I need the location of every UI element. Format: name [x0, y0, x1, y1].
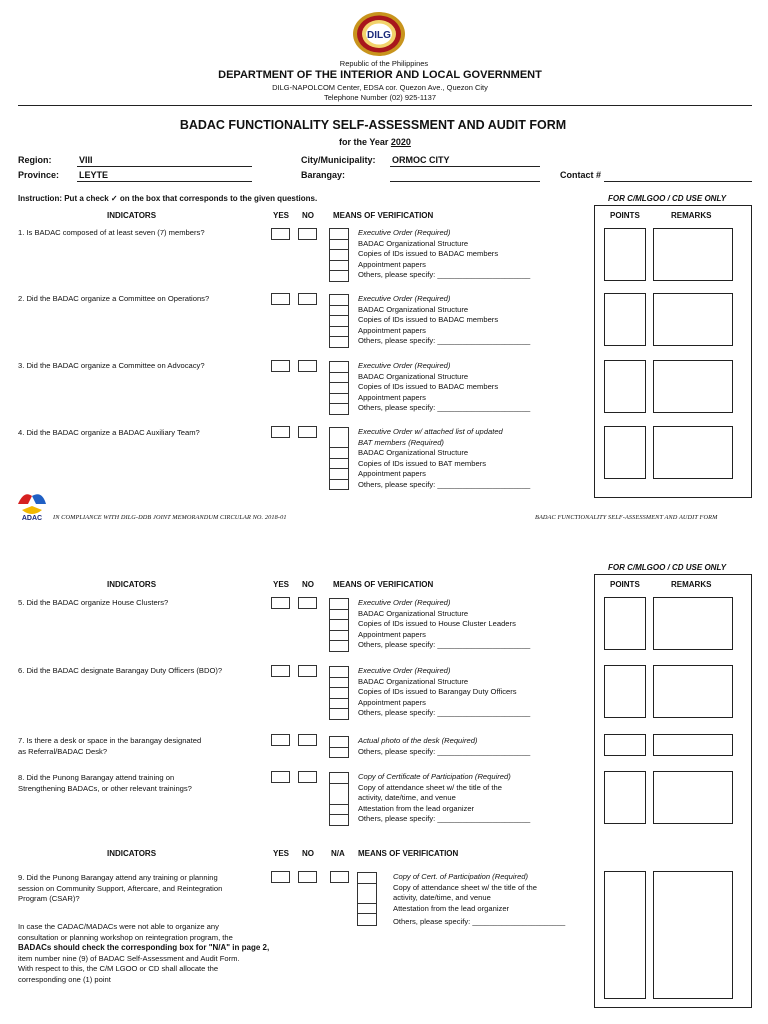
indicator-3-remarks-box[interactable]	[653, 360, 733, 413]
indicator-3-mov-checkboxes[interactable]	[329, 361, 349, 415]
region-value[interactable]: VIII	[79, 155, 93, 165]
indicator-5-question: 5. Did the BADAC organize House Clusters?	[18, 598, 169, 607]
remarks-header: REMARKS	[671, 211, 712, 220]
indicator-6-remarks-box[interactable]	[653, 665, 733, 718]
mov-item: Copy of attendance sheet w/ the title of the	[393, 882, 537, 892]
contact-label: Contact #	[560, 170, 602, 180]
mov-item: Attestation from the lead organizer	[358, 803, 475, 813]
no-header: NO	[302, 211, 314, 220]
mov-item: BADAC Organizational Structure	[358, 371, 469, 381]
indicator-6-points-box[interactable]	[604, 665, 646, 718]
mov-item: Executive Order (Required)	[358, 361, 451, 370]
indicator-1-question: 1. Is BADAC composed of at least seven (7) members?	[18, 228, 205, 237]
mov-item: Appointment papers	[358, 392, 426, 402]
header-divider	[18, 105, 752, 106]
indicator-9-mov-checkboxes[interactable]	[357, 872, 377, 926]
mov-item: Attestation from the lead organizer	[393, 903, 510, 913]
mov-item: Others, please specify: ______________________	[358, 640, 531, 649]
mov-item: activity, date/time, and venue	[393, 893, 491, 902]
indicator-4-mov-checkboxes[interactable]	[329, 427, 349, 490]
indicator-1-mov-checkboxes[interactable]	[329, 228, 349, 282]
no-header: NO	[302, 580, 314, 589]
republic-text: Republic of the Philippines	[339, 59, 429, 68]
mov-item: Appointment papers	[358, 259, 426, 269]
form-year-line	[339, 137, 411, 147]
indicators-header: INDICATORS	[107, 580, 157, 589]
indicator-8-points-box[interactable]	[604, 771, 646, 824]
indicator-3-yes-checkbox[interactable]	[271, 360, 290, 372]
mov-item: BAT members (Required)	[358, 437, 444, 447]
mov-item: Copies of IDs issued to BADAC members	[358, 249, 499, 258]
mov-header: MEANS OF VERIFICATION	[333, 580, 434, 589]
yes-header: YES	[273, 211, 290, 220]
indicator-7-no-checkbox[interactable]	[298, 734, 317, 746]
indicator-8-no-checkbox[interactable]	[298, 771, 317, 783]
indicator-2-remarks-box[interactable]	[653, 293, 733, 346]
mov-item: Others, please specify: ______________________	[358, 270, 531, 279]
indicator-2-points-box[interactable]	[604, 293, 646, 346]
note-line: corresponding one (1) point	[18, 974, 111, 984]
indicator-9-no-checkbox[interactable]	[298, 871, 317, 883]
indicator-2-mov-list	[358, 294, 530, 347]
points-header: POINTS	[610, 211, 640, 220]
indicator-6-no-checkbox[interactable]	[298, 665, 317, 677]
mov-item: Others, please specify: ______________________	[358, 336, 531, 345]
indicator-1-points-box[interactable]	[604, 228, 646, 281]
indicator-2-no-checkbox[interactable]	[298, 293, 317, 305]
note-line: BADACs should check the corresponding box for "N/A" in page 2,	[18, 943, 270, 952]
indicator-5-no-checkbox[interactable]	[298, 597, 317, 609]
indicator-5-mov-list	[358, 598, 530, 651]
province-label: Province:	[18, 170, 60, 180]
indicator-6-mov-checkboxes[interactable]	[329, 666, 349, 720]
form-title: BADAC FUNCTIONALITY SELF-ASSESSMENT AND AUDIT FORM	[179, 118, 567, 132]
mov-item: Actual photo of the desk (Required)	[358, 736, 478, 745]
indicator-8-mov-list	[358, 772, 530, 825]
indicator-1-yes-checkbox[interactable]	[271, 228, 290, 240]
indicator-7-points-box[interactable]	[604, 734, 646, 756]
department-telephone: Telephone Number (02) 925-1137	[323, 93, 437, 102]
indicator-7-yes-checkbox[interactable]	[271, 734, 290, 746]
mov-item: Copies of IDs issued to House Cluster Leaders	[358, 619, 516, 628]
indicator-9-points-box[interactable]	[604, 871, 646, 999]
indicators-header: INDICATORS	[107, 211, 157, 220]
indicator-7-mov-checkboxes[interactable]	[329, 736, 349, 758]
mov-item: BADAC Organizational Structure	[358, 676, 469, 686]
note-line: consultation or planning workshop on reintegration program, the	[18, 932, 233, 942]
question-line: 7. Is there a desk or space in the barangay designated	[18, 736, 202, 745]
mov-item: Executive Order w/ attached list of updated	[358, 427, 503, 436]
mov-item: Executive Order (Required)	[358, 294, 451, 303]
indicator-6-yes-checkbox[interactable]	[271, 665, 290, 677]
barangay-label: Barangay:	[301, 170, 346, 180]
year-value: 2020	[390, 137, 411, 147]
province-value[interactable]: LEYTE	[79, 170, 109, 180]
indicator-3-points-box[interactable]	[604, 360, 646, 413]
mov-item: Others, please specify: ______________________	[358, 746, 531, 756]
mov-item: BADAC Organizational Structure	[358, 238, 469, 248]
indicator-6-mov-list	[358, 666, 530, 719]
indicator-9-remarks-box[interactable]	[653, 871, 733, 999]
mov-item: Copies of IDs issued to BADAC members	[358, 315, 499, 324]
mov-item: Copy of Certificate of Participation (Required)	[358, 772, 511, 781]
no-header: NO	[302, 849, 314, 858]
question-line: 9. Did the Punong Barangay attend any training or planning	[18, 873, 218, 882]
indicator-4-no-checkbox[interactable]	[298, 426, 317, 438]
svg-text:DILG: DILG	[367, 30, 391, 41]
compliance-footer-text: IN COMPLIANCE WITH DILG-DDB JOINT MEMORANDUM CIRCULAR NO. 2018-01	[53, 514, 287, 521]
yes-header: YES	[273, 580, 290, 589]
adac-logo	[14, 486, 50, 522]
yes-header: YES	[273, 849, 290, 858]
mov-item: Executive Order (Required)	[358, 666, 451, 675]
indicator-3-mov-list	[358, 361, 530, 414]
department-address: DILG-NAPOLCOM Center, EDSA cor. Quezon Ave., Quezon City	[272, 83, 488, 92]
mov-item: BADAC Organizational Structure	[358, 608, 469, 618]
dilg-seal-logo	[351, 11, 407, 57]
question-line: 8. Did the Punong Barangay attend training on	[18, 773, 175, 782]
barangay-underline	[390, 181, 540, 182]
question-line: Strengthening BADACs, or other relevant trainings?	[18, 783, 192, 793]
mov-item: activity, date/time, and venue	[358, 793, 456, 802]
mov-item: Others, please specify: ______________________	[393, 917, 566, 926]
mov-item: Appointment papers	[358, 325, 426, 335]
mov-item: Others, please specify: ______________________	[358, 708, 531, 717]
city-value[interactable]: ORMOC CITY	[392, 155, 450, 165]
indicator-1-mov-list	[358, 228, 530, 281]
mov-header: MEANS OF VERIFICATION	[333, 211, 434, 220]
note-line: With respect to this, the C/M LGOO or CD shall allocate the	[18, 964, 219, 973]
indicator-4-mov-list	[358, 427, 530, 490]
mov-item: Appointment papers	[358, 697, 426, 707]
note-line: In case the CADAC/MADACs were not able to organize any	[18, 922, 219, 931]
indicator-7-remarks-box[interactable]	[653, 734, 733, 756]
city-label: City/Municipality:	[301, 155, 376, 165]
mov-header: MEANS OF VERIFICATION	[358, 849, 459, 858]
svg-text:ADAC: ADAC	[21, 515, 43, 522]
indicator-5-points-box[interactable]	[604, 597, 646, 650]
indicator-8-remarks-box[interactable]	[653, 771, 733, 824]
instruction-text: Instruction: Put a check ✓ on the box that corresponds to the given questions.	[18, 194, 318, 203]
indicator-4-remarks-box[interactable]	[653, 426, 733, 479]
remarks-header: REMARKS	[671, 580, 712, 589]
indicator-9-mov-list	[393, 872, 565, 928]
mov-item: Others, please specify: ______________________	[358, 479, 531, 489]
department-name: DEPARTMENT OF THE INTERIOR AND LOCAL GOVERNMENT	[218, 69, 542, 81]
year-prefix: for the Year	[339, 137, 389, 147]
indicator-9-yes-checkbox[interactable]	[271, 871, 290, 883]
indicator-3-question: 3. Did the BADAC organize a Committee on Advocacy?	[18, 361, 205, 370]
na-note	[18, 922, 269, 985]
mov-item: Others, please specify: ______________________	[358, 403, 531, 412]
note-line: item number nine (9) of BADAC Self-Assessment and Audit Form.	[18, 953, 240, 963]
mov-item: Copies of IDs issued to Barangay Duty Officers	[358, 687, 517, 696]
indicator-3-no-checkbox[interactable]	[298, 360, 317, 372]
question-line: as Referral/BADAC Desk?	[18, 746, 108, 756]
indicator-5-yes-checkbox[interactable]	[271, 597, 290, 609]
mov-item: Copies of IDs issued to BADAC members	[358, 382, 499, 391]
city-underline	[390, 166, 540, 167]
indicator-2-yes-checkbox[interactable]	[271, 293, 290, 305]
na-header: N/A	[331, 849, 345, 858]
indicator-4-question: 4. Did the BADAC organize a BADAC Auxiliary Team?	[18, 428, 200, 437]
question-line: session on Community Support, Aftercare, and Reintegration	[18, 883, 223, 893]
mov-item: Executive Order (Required)	[358, 598, 451, 607]
indicator-6-question: 6. Did the BADAC designate Barangay Duty Officers (BDO)?	[18, 666, 223, 675]
indicator-7-mov-list	[358, 736, 530, 757]
region-underline	[77, 166, 252, 167]
indicator-7-question	[18, 736, 201, 757]
region-label: Region:	[18, 155, 52, 165]
question-line: Program (CSAR)?	[18, 894, 80, 903]
indicator-2-question: 2. Did the BADAC organize a Committee on Operations?	[18, 294, 210, 303]
indicator-5-remarks-box[interactable]	[653, 597, 733, 650]
contact-underline	[604, 181, 752, 182]
points-header: POINTS	[610, 580, 640, 589]
indicators-header: INDICATORS	[107, 849, 157, 858]
form-footer-title: BADAC FUNCTIONALITY SELF-ASSESSMENT AND AUDIT FORM	[535, 514, 718, 521]
indicator-8-mov-checkboxes[interactable]	[329, 772, 349, 826]
admin-use-heading-page2: FOR C/MLGOO / CD USE ONLY	[608, 563, 727, 572]
indicator-4-yes-checkbox[interactable]	[271, 426, 290, 438]
mov-item: Others, please specify: ______________________	[358, 814, 531, 823]
mov-item: Copy of attendance sheet w/ the title of the	[358, 782, 502, 792]
mov-item: Appointment papers	[358, 469, 426, 478]
indicator-4-points-box[interactable]	[604, 426, 646, 479]
indicator-1-no-checkbox[interactable]	[298, 228, 317, 240]
indicator-8-yes-checkbox[interactable]	[271, 771, 290, 783]
indicator-2-mov-checkboxes[interactable]	[329, 294, 349, 348]
indicator-5-mov-checkboxes[interactable]	[329, 598, 349, 652]
admin-use-heading: FOR C/MLGOO / CD USE ONLY	[608, 194, 727, 203]
indicator-1-remarks-box[interactable]	[653, 228, 733, 281]
indicator-9-na-checkbox[interactable]	[330, 871, 349, 883]
indicator-8-question	[18, 773, 192, 794]
mov-item: Appointment papers	[358, 629, 426, 639]
indicator-9-question	[18, 873, 222, 905]
mov-item: BADAC Organizational Structure	[358, 304, 469, 314]
mov-item: Copies of IDs issued to BAT members	[358, 458, 487, 468]
province-underline	[77, 181, 252, 182]
mov-item: Executive Order (Required)	[358, 228, 451, 237]
mov-item: BADAC Organizational Structure	[358, 448, 469, 457]
mov-item: Copy of Cert. of Participation (Required)	[393, 872, 529, 881]
